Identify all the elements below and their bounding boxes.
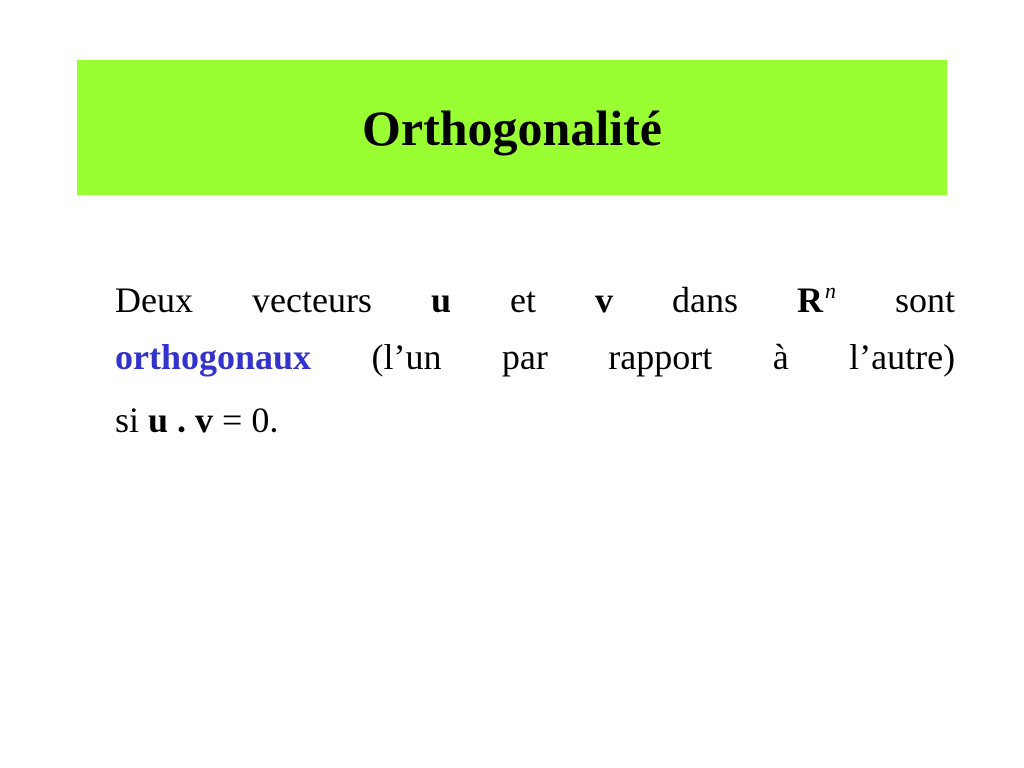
vector-u: u (148, 400, 169, 440)
title-banner (77, 60, 947, 195)
word: Deux (115, 280, 193, 320)
vector-space (797, 280, 836, 320)
definition-line-1 (115, 272, 955, 329)
dot-operator: . (168, 400, 196, 440)
slide-title: Orthogonalité (362, 99, 662, 156)
word: rapport (608, 337, 713, 377)
definition-line-3 (115, 392, 955, 449)
vector-v: v (595, 280, 613, 320)
vector-u: u (430, 280, 451, 320)
word: (l’un (371, 337, 442, 377)
key-term: orthogonaux (115, 337, 312, 377)
word: si (115, 400, 140, 440)
word: par (501, 337, 548, 377)
equation-rest: = 0. (213, 400, 279, 440)
word: et (510, 280, 536, 320)
word: vecteurs (252, 280, 372, 320)
word: sont (895, 280, 956, 320)
definition-paragraph (115, 272, 955, 449)
word: dans (672, 280, 739, 320)
vector-v: v (195, 400, 214, 440)
vector-space-symbol: R (797, 280, 824, 320)
word: l’autre) (849, 337, 956, 377)
vector-space-exponent: n (825, 278, 837, 303)
word: à (772, 337, 789, 377)
definition-line-2 (115, 329, 955, 386)
